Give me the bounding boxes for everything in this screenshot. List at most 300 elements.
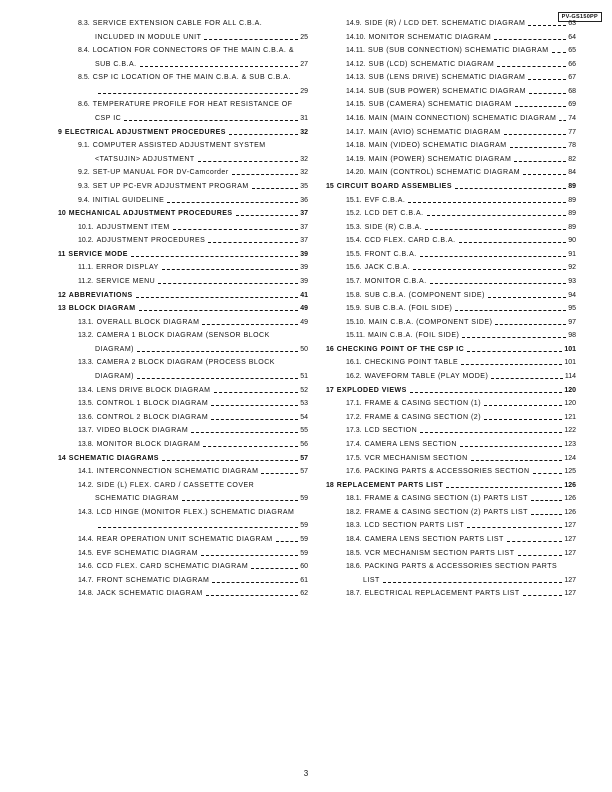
toc-leader-dashes	[420, 432, 562, 433]
toc-entry-number: 14.12.	[346, 60, 366, 68]
toc-leader-dashes	[212, 582, 298, 583]
toc-entry[interactable]	[58, 236, 308, 245]
toc-entry-number: 13.7.	[78, 427, 94, 435]
toc-leader-dashes	[211, 405, 298, 406]
toc-entry-title: WAVEFORM TABLE (PLAY MODE)	[364, 373, 489, 381]
toc-leader-dashes	[136, 297, 298, 298]
toc-entry-title: MONITOR C.B.A.	[364, 277, 427, 285]
toc-entry-title: SCHEMATIC DIAGRAM	[95, 495, 179, 503]
toc-entry-number: 17.6.	[346, 468, 362, 476]
toc-entry-number: 18.5.	[346, 549, 362, 557]
toc-entry-number: 14.17.	[346, 128, 366, 136]
toc-entry-number: 18.7.	[346, 590, 362, 598]
toc-entry-page: 120	[564, 386, 576, 394]
toc-entry[interactable]	[326, 589, 576, 598]
toc-entry-title: MAIN (CONTROL) SCHEMATIC DIAGRAM	[368, 169, 521, 177]
toc-entry-page: 31	[300, 115, 308, 123]
toc-leader-dashes	[488, 297, 566, 298]
toc-leader-dashes	[408, 202, 566, 203]
toc-entry[interactable]	[326, 250, 576, 259]
toc-entry-number: 15.10.	[346, 318, 366, 326]
toc-entry[interactable]	[326, 318, 576, 327]
toc-entry[interactable]	[326, 19, 576, 28]
toc-entry-number: 17.3.	[346, 427, 362, 435]
toc-entry-page: 32	[300, 128, 308, 136]
toc-leader-dashes	[494, 39, 566, 40]
toc-entry-page: 39	[300, 250, 308, 258]
toc-entry[interactable]	[58, 304, 308, 313]
toc-entry-title: SET UP PC-EVR ADJUSTMENT PROGRAM	[92, 182, 249, 190]
toc-entry[interactable]	[326, 440, 576, 449]
toc-entry[interactable]	[58, 399, 308, 408]
toc-entry-number: 14.8.	[78, 590, 94, 598]
toc-entry-title: <TATSUJIN> ADJUSTMENT	[95, 155, 195, 163]
toc-leader-dashes	[531, 500, 562, 501]
toc-entry[interactable]	[58, 114, 308, 123]
toc-entry-page: 82	[568, 155, 576, 163]
toc-entry-page: 127	[564, 522, 576, 530]
toc-entry[interactable]	[58, 250, 308, 259]
toc-leader-dashes	[208, 242, 298, 243]
toc-entry[interactable]	[326, 399, 576, 408]
toc-entry[interactable]	[326, 87, 576, 96]
toc-entry-number: 16.1.	[346, 359, 362, 367]
toc-entry[interactable]	[58, 372, 308, 381]
toc-leader-dashes	[497, 66, 566, 67]
toc-leader-dashes	[484, 405, 562, 406]
toc-entry-page: 124	[564, 454, 576, 462]
toc-entry-title: MECHANICAL ADJUSTMENT PROCEDURES	[68, 210, 233, 218]
toc-entry[interactable]	[58, 223, 308, 232]
toc-entry-title: REPLACEMENT PARTS LIST	[336, 481, 444, 489]
toc-entry-page: 32	[300, 155, 308, 163]
toc-entry[interactable]	[326, 426, 576, 435]
toc-entry[interactable]	[58, 413, 308, 422]
toc-entry[interactable]	[326, 182, 576, 191]
toc-entry-title: MAIN C.B.A. (FOIL SIDE)	[367, 332, 460, 340]
toc-entry-title: EVF C.B.A.	[364, 196, 406, 204]
toc-entry-page: 56	[300, 440, 308, 448]
toc-entry-number: 9.1.	[78, 142, 90, 150]
toc-entry-number: 15.5.	[346, 250, 362, 258]
toc-entry-title: MONITOR BLOCK DIAGRAM	[96, 440, 201, 448]
toc-entry-number: 8.5.	[78, 74, 90, 82]
toc-entry-number: 14.20.	[346, 169, 366, 177]
toc-entry[interactable]	[326, 155, 576, 164]
toc-left-column	[58, 19, 308, 603]
toc-entry[interactable]	[326, 128, 576, 137]
toc-entry-page: 32	[300, 169, 308, 177]
toc-entry-page: 94	[568, 291, 576, 299]
toc-leader-dashes	[459, 242, 567, 243]
toc-entry[interactable]	[326, 168, 576, 177]
toc-entry-title: VIDEO BLOCK DIAGRAM	[96, 427, 189, 435]
toc-entry[interactable]	[326, 291, 576, 300]
toc-entry[interactable]	[326, 331, 576, 340]
toc-entry-page: 53	[300, 400, 308, 408]
toc-entry-title: SET-UP MANUAL FOR DV-Camcorder	[92, 169, 229, 177]
toc-entry-page: 59	[300, 535, 308, 543]
toc-entry-page: 37	[300, 210, 308, 218]
toc-entry-number: 15.6.	[346, 264, 362, 272]
toc-entry-number: 9.3.	[78, 182, 90, 190]
toc-entry[interactable]	[58, 549, 308, 558]
toc-leader-dashes	[430, 283, 567, 284]
toc-entry-number: 15.1.	[346, 196, 362, 204]
toc-entry[interactable]	[58, 128, 308, 137]
toc-entry-page: 74	[568, 115, 576, 123]
toc-entry-title: CAMERA LENS SECTION	[364, 440, 457, 448]
toc-entry[interactable]	[58, 454, 308, 463]
toc-entry-title: PACKING PARTS & ACCESSORIES SECTION PARTS	[364, 563, 558, 571]
toc-entry-page: 49	[300, 318, 308, 326]
toc-entry[interactable]	[58, 331, 308, 340]
toc-entry-title: SUB (LCD) SCHEMATIC DIAGRAM	[368, 60, 495, 68]
toc-entry-title: SIDE (R) / LCD DET. SCHEMATIC DIAGRAM	[364, 20, 526, 27]
toc-entry-title: CCD FLEX. CARD SCHEMATIC DIAGRAM	[96, 563, 249, 571]
toc-entry[interactable]	[58, 33, 308, 42]
toc-entry-number: 15.4.	[346, 237, 362, 245]
toc-leader-dashes	[139, 310, 299, 311]
toc-entry-number: 15.3.	[346, 223, 362, 231]
toc-entry[interactable]	[58, 277, 308, 286]
toc-entry-title: INTERCONNECTION SCHEMATIC DIAGRAM	[96, 468, 259, 476]
toc-entry-number: 13.2.	[78, 332, 94, 340]
toc-entry[interactable]	[58, 291, 308, 300]
toc-entry-number: 11.2.	[78, 277, 94, 285]
toc-entry-title: TEMPERATURE PROFILE FOR HEAT RESISTANCE OF	[92, 101, 293, 109]
toc-leader-dashes	[137, 378, 298, 379]
toc-entry-number: 9.4.	[78, 196, 90, 204]
toc-entry-title: JACK SCHEMATIC DIAGRAM	[96, 590, 203, 598]
toc-leader-dashes	[204, 39, 298, 40]
toc-entry-title: BLOCK DIAGRAM	[68, 305, 136, 313]
toc-leader-dashes	[211, 419, 298, 420]
toc-entry-page: 91	[568, 250, 576, 258]
toc-leader-dashes	[504, 134, 567, 135]
toc-entry-page: 62	[300, 590, 308, 598]
toc-entry-title: DIAGRAM)	[95, 345, 134, 353]
toc-entry-title: SUB (CAMERA) SCHEMATIC DIAGRAM	[368, 101, 512, 109]
toc-entry-number: 14.2.	[78, 481, 94, 489]
toc-entry-number: 18.6.	[346, 563, 362, 571]
toc-entry[interactable]	[326, 263, 576, 272]
toc-entry-title: VCR MECHANISM SECTION PARTS LIST	[364, 549, 515, 557]
toc-leader-dashes	[251, 568, 298, 569]
toc-entry[interactable]	[326, 345, 576, 354]
toc-leader-dashes	[523, 595, 563, 596]
toc-entry-number: 13.5.	[78, 400, 94, 408]
toc-entry[interactable]	[326, 508, 576, 517]
toc-entry[interactable]	[326, 386, 576, 395]
toc-entry-page: 101	[564, 359, 576, 367]
toc-entry-page: 89	[568, 223, 576, 231]
toc-leader-dashes	[162, 269, 298, 270]
toc-entry-number: 15.9.	[346, 305, 362, 313]
toc-entry-title: INITIAL GUIDELINE	[92, 196, 165, 204]
toc-entry-number: 15.2.	[346, 210, 362, 218]
toc-leader-dashes	[229, 134, 298, 135]
toc-entry[interactable]	[326, 372, 576, 381]
toc-entry-page: 66	[568, 60, 576, 68]
toc-leader-dashes	[528, 79, 566, 80]
toc-entry-title: LCD SECTION PARTS LIST	[364, 522, 465, 530]
toc-entry-title: SUB C.B.A. (FOIL SIDE)	[364, 305, 453, 313]
toc-entry-page: 27	[300, 60, 308, 68]
toc-entry-number: 8.3.	[78, 20, 90, 27]
toc-entry-page: 69	[568, 101, 576, 109]
toc-entry[interactable]	[326, 535, 576, 544]
toc-entry[interactable]	[326, 33, 576, 42]
toc-entry[interactable]	[58, 426, 308, 435]
toc-entry[interactable]	[326, 73, 576, 82]
toc-entry[interactable]	[326, 358, 576, 367]
toc-entry-number: 14	[58, 454, 66, 462]
toc-leader-dashes	[446, 487, 562, 488]
toc-entry-page: 67	[568, 74, 576, 82]
toc-entry-title: SUB (SUB CONNECTION) SCHEMATIC DIAGRAM	[367, 47, 549, 55]
toc-entry-title: SIDE (R) C.B.A.	[364, 223, 423, 231]
toc-leader-dashes	[158, 283, 298, 284]
toc-entry[interactable]	[326, 467, 576, 476]
toc-entry-page: 126	[564, 508, 576, 516]
toc-entry-number: 14.7.	[78, 576, 94, 584]
toc-entry-page: 63	[568, 20, 576, 27]
toc-entry-page: 52	[300, 386, 308, 394]
toc-entry[interactable]	[58, 576, 308, 585]
toc-entry-title: CHECKING POINT TABLE	[364, 359, 459, 367]
toc-leader-dashes	[137, 351, 298, 352]
toc-entry-page: 95	[568, 305, 576, 313]
toc-entry-title: SUB C.B.A. (COMPONENT SIDE)	[364, 291, 485, 299]
toc-leader-dashes	[214, 392, 299, 393]
toc-entry-title: INCLUDED IN MODULE UNIT	[95, 33, 202, 41]
toc-entry-page: 78	[568, 142, 576, 150]
page-number: 3	[303, 769, 309, 778]
toc-leader-dashes	[182, 500, 298, 501]
toc-entry-title: MAIN C.B.A. (COMPONENT SIDE)	[368, 318, 493, 326]
toc-leader-dashes	[98, 527, 298, 528]
toc-entry[interactable]	[58, 521, 308, 530]
toc-leader-dashes	[167, 202, 298, 203]
toc-entry-title: CSP IC	[95, 115, 122, 123]
toc-entry-title: CAMERA 2 BLOCK DIAGRAM (PROCESS BLOCK	[96, 359, 275, 367]
toc-leader-dashes	[232, 174, 299, 175]
toc-entry[interactable]	[58, 562, 308, 571]
toc-entry-title: ADJUSTMENT PROCEDURES	[96, 237, 206, 245]
toc-entry-number: 13.3.	[78, 359, 94, 367]
toc-entry[interactable]	[326, 576, 576, 585]
toc-entry-title: LIST	[363, 576, 380, 584]
toc-entry[interactable]	[58, 168, 308, 177]
toc-entry-title: SIDE (L) FLEX. CARD / CASSETTE COVER	[96, 481, 255, 489]
toc-entry-number: 14.3.	[78, 508, 94, 516]
toc-entry-number: 10	[58, 210, 66, 218]
toc-entry-title: SERVICE MENU	[96, 277, 156, 285]
toc-entry[interactable]	[326, 223, 576, 232]
toc-entry-page: 89	[568, 210, 576, 218]
toc-leader-dashes	[515, 106, 567, 107]
toc-leader-dashes	[162, 460, 298, 461]
toc-entry-title: VCR MECHANISM SECTION	[364, 454, 468, 462]
toc-entry-number: 14.11.	[346, 47, 365, 55]
toc-leader-dashes	[203, 446, 298, 447]
toc-entry[interactable]	[326, 209, 576, 218]
toc-entry-number: 17	[326, 386, 334, 394]
toc-entry[interactable]	[58, 481, 308, 490]
toc-entry-page: 50	[300, 345, 308, 353]
toc-entry[interactable]	[58, 589, 308, 598]
toc-entry-title: CHECKING POINT OF THE CSP IC	[336, 345, 465, 353]
toc-entry-title: SUB (SUB POWER) SCHEMATIC DIAGRAM	[368, 87, 527, 95]
toc-entry-page: 39	[300, 264, 308, 272]
toc-entry-number: 9	[58, 128, 62, 136]
toc-entry[interactable]	[58, 358, 308, 367]
toc-entry-page: 57	[300, 468, 308, 476]
toc-entry-page: 120	[564, 400, 576, 408]
toc-entry[interactable]	[58, 73, 308, 82]
toc-entry[interactable]	[58, 318, 308, 327]
toc-entry-page: 57	[300, 454, 308, 462]
toc-entry[interactable]	[58, 263, 308, 272]
toc-entry[interactable]	[58, 508, 308, 517]
toc-entry-title: CAMERA 1 BLOCK DIAGRAM (SENSOR BLOCK	[96, 332, 270, 340]
toc-leader-dashes	[383, 582, 563, 583]
toc-leader-dashes	[471, 460, 563, 461]
toc-entry-title: LCD SECTION	[364, 427, 418, 435]
toc-entry-title: PACKING PARTS & ACCESSORIES SECTION	[364, 468, 530, 476]
toc-entry[interactable]	[58, 182, 308, 191]
toc-leader-dashes	[531, 514, 562, 515]
toc-entry-title: FRONT C.B.A.	[364, 250, 417, 258]
toc-entry-page: 59	[300, 495, 308, 503]
toc-entry-title: CSP IC LOCATION OF THE MAIN C.B.A. & SUB C.B.A.	[92, 74, 291, 82]
toc-entry-number: 9.2.	[78, 169, 90, 177]
toc-entry-title: CAMERA LENS SECTION PARTS LIST	[364, 535, 504, 543]
toc-leader-dashes	[202, 324, 298, 325]
toc-entry-page: 89	[568, 196, 576, 204]
toc-leader-dashes	[276, 541, 299, 542]
toc-entry[interactable]	[326, 114, 576, 123]
toc-entry-number: 15	[326, 182, 334, 190]
toc-entry-page: 37	[300, 223, 308, 231]
toc-entry[interactable]	[326, 60, 576, 69]
toc-entry-number: 15.11.	[346, 332, 365, 340]
toc-entry-number: 14.4.	[78, 535, 94, 543]
toc-entry[interactable]	[58, 386, 308, 395]
toc-leader-dashes	[198, 161, 299, 162]
toc-entry-number: 18.4.	[346, 535, 362, 543]
toc-entry-title: SERVICE MODE	[68, 250, 128, 258]
toc-entry[interactable]	[58, 209, 308, 218]
toc-entry-title: CONTROL 2 BLOCK DIAGRAM	[96, 413, 209, 421]
toc-entry-title: SUB C.B.A.	[95, 60, 137, 68]
toc-entry-page: 41	[300, 291, 308, 299]
toc-entry[interactable]	[326, 562, 576, 571]
toc-entry-page: 127	[564, 576, 576, 584]
toc-entry[interactable]	[326, 481, 576, 490]
toc-entry-page: 59	[300, 522, 308, 530]
toc-entry-page: 65	[568, 47, 576, 55]
toc-entry-page: 122	[564, 427, 576, 435]
toc-entry[interactable]	[58, 19, 308, 28]
toc-leader-dashes	[261, 473, 298, 474]
toc-entry-title: FRAME & CASING SECTION (2) PARTS LIST	[364, 508, 528, 516]
model-number-badge: PV-GS150PP	[558, 12, 602, 22]
toc-entry-title: MAIN (AVIO) SCHEMATIC DIAGRAM	[368, 128, 501, 136]
toc-entry-title: REAR OPERATION UNIT SCHEMATIC DIAGRAM	[96, 535, 273, 543]
toc-entry-number: 18.3.	[346, 522, 362, 530]
toc-entry[interactable]	[326, 454, 576, 463]
toc-entry[interactable]	[58, 467, 308, 476]
toc-entry[interactable]	[58, 141, 308, 150]
toc-entry[interactable]	[326, 236, 576, 245]
toc-entry[interactable]	[326, 196, 576, 205]
toc-entry-title: MAIN (POWER) SCHEMATIC DIAGRAM	[368, 155, 512, 163]
toc-entry-page: 64	[568, 33, 576, 41]
toc-entry-number: 16.2.	[346, 373, 362, 381]
toc-entry-page: 35	[300, 182, 308, 190]
toc-leader-dashes	[495, 324, 566, 325]
toc-leader-dashes	[98, 93, 298, 94]
toc-entry-number: 15.7.	[346, 277, 362, 285]
toc-entry-page: 127	[564, 590, 576, 598]
toc-entry[interactable]	[58, 494, 308, 503]
toc-entry-number: 14.6.	[78, 563, 94, 571]
toc-entry[interactable]	[326, 46, 576, 55]
toc-entry[interactable]	[326, 141, 576, 150]
toc-leader-dashes	[131, 256, 298, 257]
toc-entry[interactable]	[58, 440, 308, 449]
toc-entry[interactable]	[326, 304, 576, 313]
toc-entry[interactable]	[326, 494, 576, 503]
toc-leader-dashes	[559, 120, 566, 121]
toc-entry[interactable]	[58, 87, 308, 96]
toc-entry-title: FRONT SCHEMATIC DIAGRAM	[96, 576, 210, 584]
toc-entry[interactable]	[58, 155, 308, 164]
toc-entry-page: 126	[564, 481, 576, 489]
toc-entry-page: 77	[568, 128, 576, 136]
toc-entry[interactable]	[58, 196, 308, 205]
toc-entry[interactable]	[326, 100, 576, 109]
toc-entry-page: 98	[568, 332, 576, 340]
toc-entry-title: LCD HINGE (MONITOR FLEX.) SCHEMATIC DIAGRAM	[96, 508, 295, 516]
toc-entry[interactable]	[58, 100, 308, 109]
toc-entry-page: 37	[300, 237, 308, 245]
toc-leader-dashes	[462, 337, 566, 338]
toc-entry[interactable]	[326, 413, 576, 422]
toc-leader-dashes	[518, 555, 563, 556]
toc-leader-dashes	[461, 364, 562, 365]
toc-entry[interactable]	[326, 277, 576, 286]
toc-entry[interactable]	[58, 60, 308, 69]
toc-entry-title: LENS DRIVE BLOCK DIAGRAM	[96, 386, 211, 394]
toc-entry-title: SCHEMATIC DIAGRAMS	[68, 454, 159, 462]
toc-entry[interactable]	[58, 345, 308, 354]
toc-entry-number: 10.2.	[78, 237, 94, 245]
toc-entry-number: 13.4.	[78, 386, 94, 394]
toc-leader-dashes	[191, 432, 298, 433]
toc-entry[interactable]	[326, 521, 576, 530]
toc-entry[interactable]	[326, 549, 576, 558]
toc-entry[interactable]	[58, 535, 308, 544]
toc-entry-page: 121	[564, 413, 576, 421]
toc-entry-page: 97	[568, 318, 576, 326]
toc-entry-page: 123	[564, 440, 576, 448]
toc-entry[interactable]	[58, 46, 308, 55]
toc-entry-title: SUB (LENS DRIVE) SCHEMATIC DIAGRAM	[368, 74, 526, 82]
toc-entry-page: 39	[300, 277, 308, 285]
